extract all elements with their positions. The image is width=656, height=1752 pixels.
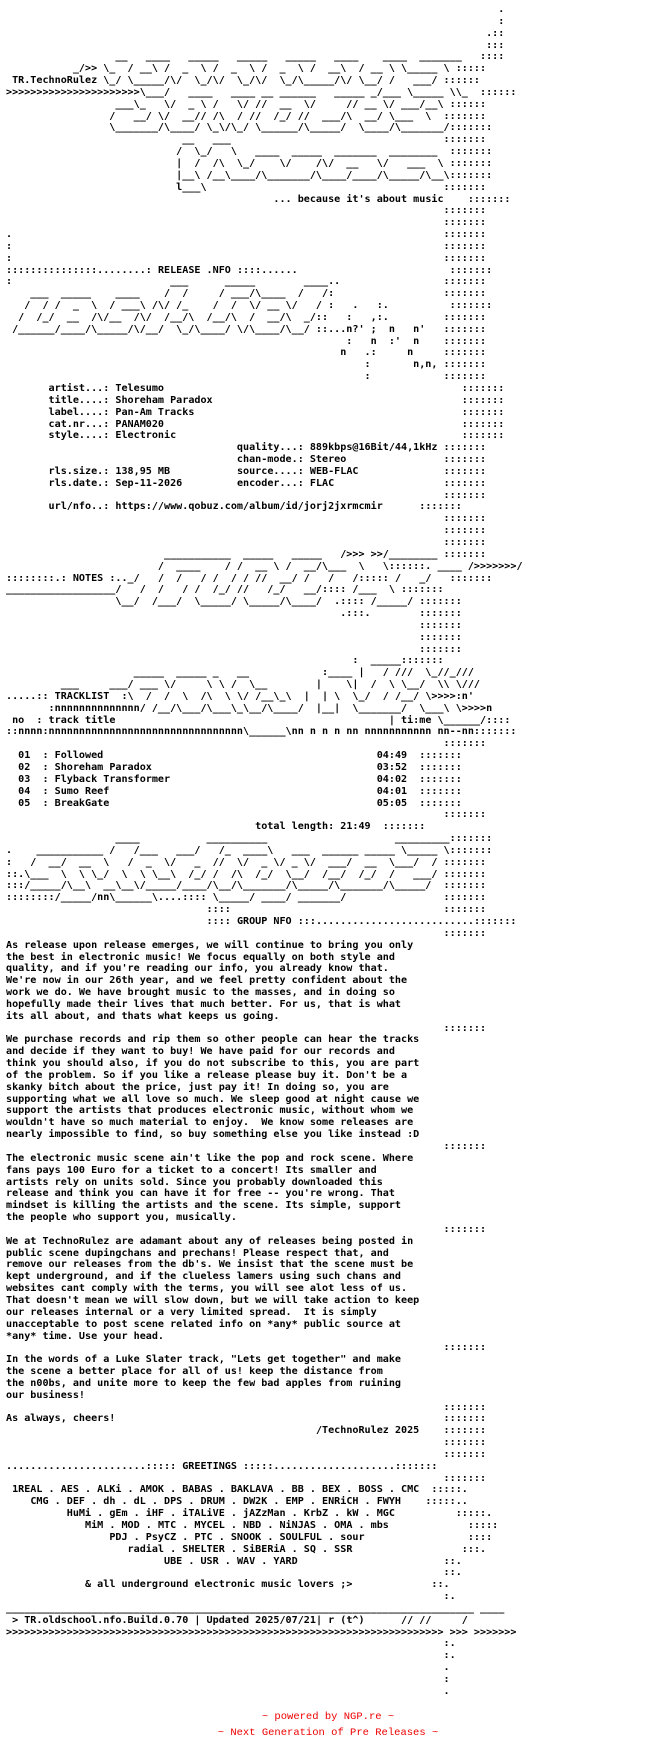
section-greetings: GREETINGS [182, 1460, 237, 1472]
col-title: : track title [36, 714, 116, 726]
quality: 889kbps@16Bit/44,1kHz [309, 442, 438, 454]
rls-size: 138,95 MB [115, 465, 171, 477]
track-title: Sumo Reef [54, 785, 110, 797]
tagline: ... because it's about music [273, 193, 444, 205]
greetings-line: 1REAL . AES . ALKi . AMOK . BABAS . BAKLAVA . BB . BEX . BOSS . CMC [12, 1484, 420, 1496]
track-no: 02 [18, 762, 31, 773]
track-title: Flyback Transformer [54, 773, 171, 785]
release-url[interactable]: https://www.qobuz.com/album/id/jorj2jxrmcmir [115, 501, 383, 513]
chan-mode: Stereo [309, 454, 347, 466]
col-time: ti:me [401, 714, 432, 726]
group-nfo-paragraph: In the words of a Luke Slater track, "Lets get together" and make the scene a better place for all of us! keep the distance from the n00bs, and unite more to keep the few bad apples from ruining our business! [6, 1354, 402, 1401]
greetings-line: radial . SHELTER . SiBERiA . SQ . SSR [127, 1543, 353, 1555]
track-title: BreakGate [54, 797, 110, 809]
section-tracklist: TRACKLIST [54, 690, 110, 702]
total-label: total length: [255, 821, 335, 833]
nfo-text: . : .:: ::: __ ____ _____ _____ _____ ____ ____ _______ :::: _/>> \_ / __\ / _ \ / _ \ / _ \ / __\ / __ \ \_____ \ ::::: TR.TechnoRulez \_/ \_____/\/ \_/\/ \_/\/ \_/\_____/\/ \__/ / ___/ :::::: >>>>>>>>>>>>>>>>>>>>>>\___/ ____ ____ __ ______ _____ _/___ \_____ \\_ :::::: ___\_ \/ _ \ / \/ // __ \/ // __ \/ ___/__\ :::::: / __/ \/ __// /\ / // /_/ // ___/\ __/ \___ \ ::::::: \_______/\____/ \_\/\_/ \______/\_____/ \____/\_______/::::::: __ ___ ::::::: / \_/ \ ____ _____ _______ ________ ::::::: | / /\ \_/ \/ /\/ __ \/ ___ \ ::::::: |__\ /__\____/\_______/\____/____/\_____/\__\::::::: l___\ ::::::: ... because it's about music ::::::: ::::::: ::::::: . ::::::: : ::::::: : ::::::: :::::::::::::::........: RELEASE .NFO ::::...... ::::::: : ___ _____ ____.. ::::::: ___ _____ ____ / / / ___/\____ / /: ::::::: / / / _ \ / ___\ /\/ /_ / / \/ __ \/ / : . :. ::::::: / /_/ __ /\/__ /\/ /__/\ /__/\ / __/\ _/:: : ,:. ::::::: /______/____/\_____/\/__/ \_/\____/ \/\____/\__/ ::...n?' ; n n' ::::::: : n :' n ::::::: n .: n ::::::: : n,n, ::::::: : ::::::: artist...: Telesumo ::::::: title....: Shoreham Paradox ::::::: label....: Pan-Am Tracks ::::::: cat.nr...: PANAM020 ::::::: style....: Electronic ::::::: quality...: 889kbps@16Bit/44,1kHz ::::::: chan-mode.: Stereo ::::::: rls.size.: 138,95 MB source....: WEB-FLAC ::::::: rls.date.: Sep-11-2026 encoder...: FLAC ::::::: ::::::: url/nfo..: https://www.qobuz.com/album/id/jorj2jxrmcmir ::::::: ::::::: ::::::: ::::::: ___________ _____ _____ />>> >>/________ ::::::: / ____ / / __ \ / __/\___ \ \::::::. ____ />>>>>>>/ ::::::::.: NOTES :.._/ / / / / / / // __/ / / /::::: / _/ ::::::: __________________/ / / / / /_/ // /_/ __/:::: /___ \ ::::::: \__/ /___/ \_____/ \_____/\____/ .:::: /_____/ ::::::: .:::. ::::::: ::::::: ::::::: ::::::: : _____::::::: _____ _____ _ __ :____ | / /// \_//_/// ___ ___/ ___ \/ \ \ / \__ | \| / \ \__/ \\ \/// .....:: TRACKLIST :\ / / \ /\ \ \/ /__\_\ | | \ \_/ / /__/ \>>>>:n' :nnnnnnnnnnnnnn/ /__/\___/\___\_\__/\____/ |__| \_______/ \___\ \>>>>n no : track title | ti:me \______/:::: ::nnnn:nnnnnnnnnnnnnnnnnnnnnnnnnnnnnnnn\______\nn n n n nn nnnnnnnnnnn nn--nn::::::: ::::::: 01 : Followed 04:49 ::::::: 02 : Shoreham Paradox 03:52 ::::::: 03 : Flyback Transformer 04:02 ::::::: 04 : Sumo Reef 04:01 ::::::: 05 : BreakGate 05:05 ::::::: ::::::: total length: 21:49 ::::::: ____ __________ _________::::::: . ___________ / /___ ___/ /_ ____\ ___ ______ _____ \_____ \::::::: : / __/ __ \ / _ \/ _ // \/ _ \/ _ \/ ___/ __ \___/ / ::::::: ::.\___ \ \ \_/ \ \ \__\ /_/ / /\ /_/ \__/ /__/ /_/ / ___/ ::::::: :::/_____/\__\ __\__\/_____/____/\__/\_______/\_____/\_______/\_____/ ::::::: ::::::::/_____/nn\______\....:::: \_____/ ____/ _______/ ::::::: :::: ::::::: :::: GROUP NFO :::..........................::::::: ::::::: As release upon release emerges, we will continue to bring you only the best in electronic music! We focus equally on both style and quality, and if you're reading our info, you already know that. We're now in our 26th year, and we feel pretty confident about the work we do. We have brought music to the masses, and in doing so hopefully made their lives that much better. For us, that is what its all about, and thats what keeps us going. ::::::: We purchase records and rip them so other people can hear the tracks and decide if they want to buy! We have paid for our records and think you should also, if you do not subscribe to this, you are part of the problem. So if you like a release please buy it. Don't be a skanky bitch about the price, just pay it! In doing so, you are supporting what we all love so much. We sleep good at night cause we support the artists that produces electronic music, without whom we wouldn't have so much material to enjoy. We know some releases are nearly impossible to find, so buy something else you like instead :D ::::::: The electronic music scene ain't like the pop and rock scene. Where fans pays 100 Euro for a ticket to a concert! Its smaller and artists rely on units sold. Since you probably downloaded this release and think you can have it for free -- you're wrong. That mindset is killing the artists and the scene. Its simple, support the people who support you, musically. ::::::: We at TechnoRulez are adamant about any of releases being posted in public scene dupingchans and prechans! Please respect that, and remove our releases from the db's. We insist that the scene must be kept underground, and if the clueless lamers using such chans and websites cant comply with the terms, you will see alot less of us. That doesn't mean we will slow down, but we will take action to keep our releases internal or a very limited spread. It is simply unacceptable to post scene related info on *any* public source at *any* time. Use your head. ::::::: In the words of a Luke Slater track, "Lets get together" and make the scene a better place for all of us! keep the distance from the n00bs, and unite more to keep the few bad apples from ruining our business! ::::::: As always, cheers! ::::::: /TechnoRulez 2025 ::::::: ::::::: ::::::: .......................::::: GREETINGS :::::....................::::::: ::::::: 1REAL . AES . ALKi . AMOK . BABAS . BAKLAVA . BB . BEX . BOSS . CMC :::::. CMG . DEF . dh . dL . DPS . DRUM . DW2K . EMP . ENRiCH . FWYH :::::.. HuMi . gEm . iHF . iTALiVE . jAZzMan . KrbZ . kW . MGC :::::. MiM . MOD . MTC . MYCEL . NBD . NiNJAS . OMA . mbs ::::: PDJ . PsyCZ . PTC . SNOOK . SOULFUL . sour :::: radial . SHELTER . SiBERiA . SQ . SSR :::. UBE . USR . WAV . YARD ::. ::. & all underground electronic music lovers ;> ::. :. _____________________________________________________________________________ ____ > TR.oldschool.nfo.Build.0.70 | Updated 2025/07/21| r (t^) // // / >>>>>>>>>>>>>>>>>>>>>>>>>>>>>>>>>>>>>>>>>>>>>>>>>>>>>>>>>>>>>>>>>>>>>>>> >>> >>>>>>> :. :. . : . [6, 4, 523, 1697]
track-time: 04:01 [376, 785, 408, 797]
label: Pan-Am Tracks [115, 406, 195, 418]
total-length: 21:49 [340, 821, 371, 833]
group-nfo-paragraph: We purchase records and rip them so other people can hear the tracks and decide if they want to buy! We have paid for our records and think you should also, if you do not subscribe to this, you are part of the problem. So if you like a release please buy it. Don't be a skanky bitch about the price, just pay it! In doing so, you are supporting what we all love so much. We sleep good at night cause we support the artists that produces electronic music, without whom we wouldn't have so much material to enjoy. We know some releases are nearly impossible to find, so buy something else you like instead :D [6, 1034, 420, 1141]
track-title: Shoreham Paradox [54, 762, 152, 773]
group-nfo-paragraph: As release upon release emerges, we will continue to bring you only the best in electronic music! We focus equally on both style and quality, and if you're reading our info, you already know that. We're now in our 26th year, and we feel pretty confident about the work we do. We have brought music to the masses, and in doing so hopefully made their lives that much better. For us, that is what its all about, and thats what keeps us going. [6, 939, 414, 1022]
track-time: 04:49 [376, 750, 408, 762]
track-no: 01 [18, 750, 31, 762]
source: WEB-FLAC [309, 465, 359, 477]
greetings-line: PDJ . PsyCZ . PTC . SNOOK . SOULFUL . sour [109, 1531, 365, 1543]
powered-by: ~ powered by NGP.re ~ [261, 1711, 395, 1723]
track-time: 04:02 [376, 773, 408, 785]
track-title: Followed [54, 750, 104, 762]
track-time: 05:05 [376, 797, 408, 809]
section-release-nfo: RELEASE .NFO [157, 264, 231, 276]
track-no: 03 [18, 773, 31, 785]
style: Electronic [115, 430, 177, 442]
group-nfo-paragraph: We at TechnoRulez are adamant about any of releases being posted in public scene dupingchans and prechans! Please respect that, and remove our releases from the db's. We insist that the scene must be kept underground, and if the clueless lamers using such chans and websites cant comply with the terms, you will see alot less of us. That doesn't mean we will slow down, but we will take action to keep our releases internal or a very limited spread. It is simply unacceptable to post scene related info on *any* public source at *any* time. Use your head. [6, 1235, 420, 1342]
greetings-line: UBE . USR . WAV . YARD [164, 1555, 298, 1567]
group-name: TR.TechnoRulez [12, 75, 98, 87]
build-name: TR.oldschool.nfo.Build.0.70 [24, 1614, 189, 1626]
section-notes: NOTES [72, 572, 104, 584]
section-group-nfo: GROUP NFO [236, 915, 292, 927]
group-nfo-paragraph: The electronic music scene ain't like the pop and rock scene. Where fans pays 100 Euro for a ticket to a concert! Its smaller and artists rely on units sold. Since you probably downloaded this release and think you can have it for free -- you're wrong. That mindset is killing the artists and the scene. Its simple, support the people who support you, musically. [6, 1152, 414, 1224]
build-updated: Updated 2025/07/21 [206, 1614, 316, 1626]
track-no: 04 [18, 785, 31, 797]
encoder: FLAC [309, 477, 335, 489]
title: Shoreham Paradox [115, 394, 213, 406]
greetings-line: CMG . DEF . dh . dL . DPS . DRUM . DW2K . EMP . ENRiCH . FWYH [30, 1496, 402, 1508]
track-time: 03:52 [376, 762, 408, 773]
powered-by-subtitle: ~ Next Generation of Pre Releases ~ [217, 1727, 439, 1739]
rls-date: Sep-11-2026 [115, 477, 183, 489]
artist: Telesumo [115, 383, 165, 394]
greetings-line: HuMi . gEm . iHF . iTALiVE . jAZzMan . KrbZ . kW . MGC [66, 1508, 395, 1520]
greetings-line: MiM . MOD . MTC . MYCEL . NBD . NiNJAS . OMA . mbs [85, 1520, 389, 1531]
cat-nr: PANAM020 [115, 418, 165, 430]
col-no: no [12, 714, 25, 726]
signature: /TechnoRulez 2025 [315, 1425, 420, 1437]
group-nfo-paragraph: As always, cheers! [6, 1413, 116, 1425]
track-no: 05 [18, 797, 31, 809]
greetings-footer: & all underground electronic music lovers ;> [85, 1579, 353, 1591]
